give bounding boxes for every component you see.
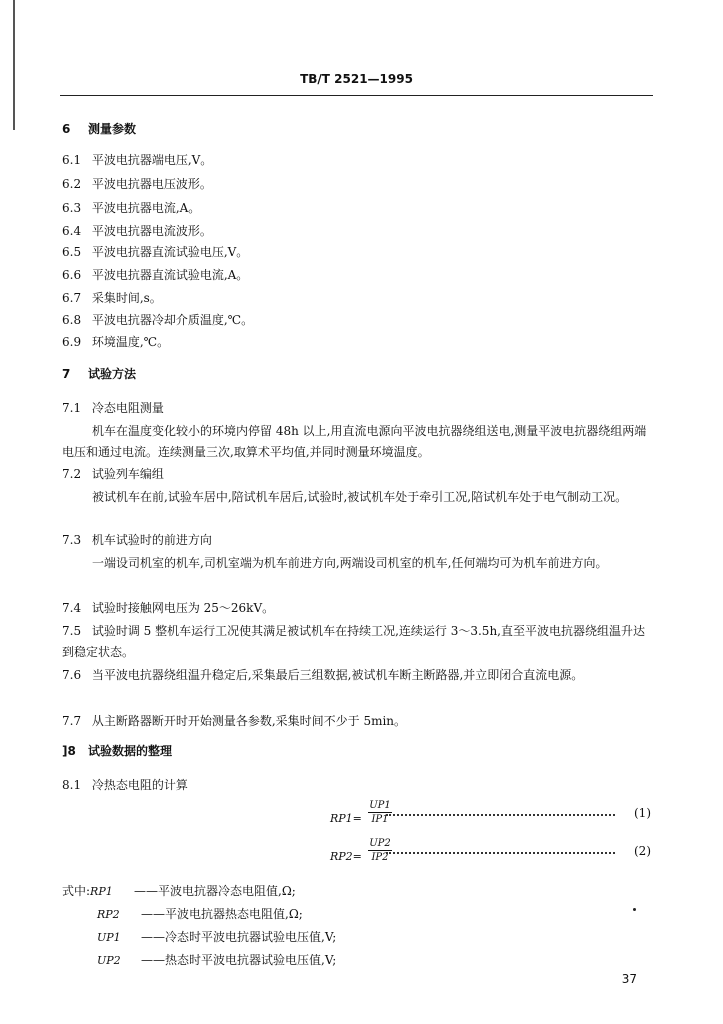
- page-number: 37: [621, 972, 637, 986]
- list-item: 6.6 平波电抗器直流试验电流,A。: [62, 268, 249, 282]
- denominator: IP1: [371, 814, 389, 825]
- symbol: UP1: [97, 931, 121, 944]
- symbol: RP2: [97, 908, 120, 921]
- subsection-7-7: 7.7 从主断路器断开时开始测量各参数,采集时间不少于 5min。: [62, 714, 407, 728]
- paragraph-7-2: 被试机车在前,试验车居中,陪试机车居后,试验时,被试机车处于牵引工况,陪试机车处于电气制动工况。: [92, 490, 628, 504]
- list-item: 6.8 平波电抗器冷却介质温度,℃。: [62, 313, 254, 327]
- symbol-definition: [62, 882, 296, 899]
- dot-leader: [386, 852, 615, 854]
- equation-number: (1): [634, 806, 651, 820]
- symbol-definition: [97, 905, 303, 922]
- subsection-7-5: 7.5 试验时调 5 整机车运行工况使其满足被试机车在持续工况,连续运行 3～3.5h,直至平波电抗器绕组温升达到稳定状态。: [62, 624, 645, 659]
- section-number: ]8: [62, 744, 76, 758]
- equation-number: (2): [634, 844, 651, 858]
- denominator: IP2: [371, 852, 389, 863]
- where-label: 式中:: [62, 884, 91, 898]
- list-item: 6.2 平波电抗器电压波形。: [62, 177, 212, 191]
- subsection-7-6: 7.6 当平波电抗器绕组温升稳定后,采集最后三组数据,被试机车断主断路器,并立即闭合直流电源。: [62, 668, 584, 682]
- formula-1: [330, 800, 651, 840]
- header-rule: [60, 95, 653, 96]
- subsection-7-3-title: 7.3 机车试验时的前进方向: [62, 533, 212, 547]
- symbol-description: ——平波电抗器热态电阻值,Ω;: [141, 907, 303, 921]
- list-item: 6.5 平波电抗器直流试验电压,V。: [62, 245, 249, 259]
- section-number: 7: [62, 367, 71, 381]
- formula-fraction: [368, 838, 392, 863]
- formula-fraction: [368, 800, 392, 825]
- paragraph-7-1: 机车在温度变化较小的环境内停留 48h 以上,用直流电源向平波电抗器绕组送电,测量平波电抗器绕组两端电压和通过电流。连续测量三次,取算术平均值,并同时测量环境温度。: [62, 424, 647, 459]
- symbol-definition: [97, 928, 336, 945]
- section-8-heading: [62, 744, 651, 758]
- section-title: 试验数据的整理: [88, 744, 173, 758]
- list-item: 6.7 采集时间,s。: [62, 291, 162, 305]
- symbol: UP2: [97, 954, 121, 967]
- dot-leader: [386, 814, 615, 816]
- list-item: 6.3 平波电抗器电流,A。: [62, 201, 201, 215]
- subsection-8-1-title: 8.1 冷热态电阻的计算: [62, 778, 188, 792]
- formula-lhs: RP1=: [330, 812, 362, 825]
- subsection-7-1-title: 7.1 冷态电阻测量: [62, 401, 164, 415]
- list-item: 6.1 平波电抗器端电压,V。: [62, 153, 213, 167]
- symbol-description: ——平波电抗器冷态电阻值,Ω;: [134, 884, 296, 898]
- list-item: 6.4 平波电抗器电流波形。: [62, 224, 212, 238]
- symbol-description: ——冷态时平波电抗器试验电压值,V;: [141, 930, 337, 944]
- section-number: 6: [62, 122, 71, 136]
- section-title: 试验方法: [88, 367, 137, 381]
- symbol: RP1: [90, 885, 113, 898]
- formula-2: [330, 838, 651, 878]
- list-item: 6.9 环境温度,℃。: [62, 335, 170, 349]
- scan-edge-line: [13, 0, 15, 130]
- numerator: UP1: [369, 800, 391, 811]
- section-title: 测量参数: [88, 122, 137, 136]
- paragraph-7-3: 一端设司机室的机车,司机室端为机车前进方向,两端设司机室的机车,任何端均可为机车前进方向。: [92, 556, 608, 570]
- subsection-7-2-title: 7.2 试验列车编组: [62, 467, 164, 481]
- standard-header: TB/T 2521—1995: [300, 72, 413, 86]
- formula-lhs: RP2=: [330, 850, 362, 863]
- numerator: UP2: [369, 838, 391, 849]
- scan-speck: [633, 908, 636, 911]
- section-7-heading: [62, 367, 651, 381]
- symbol-description: ——热态时平波电抗器试验电压值,V;: [141, 953, 337, 967]
- section-6-heading: [62, 122, 651, 136]
- subsection-7-4: 7.4 试验时接触网电压为 25～26kV。: [62, 601, 275, 615]
- symbol-definition: [97, 951, 336, 968]
